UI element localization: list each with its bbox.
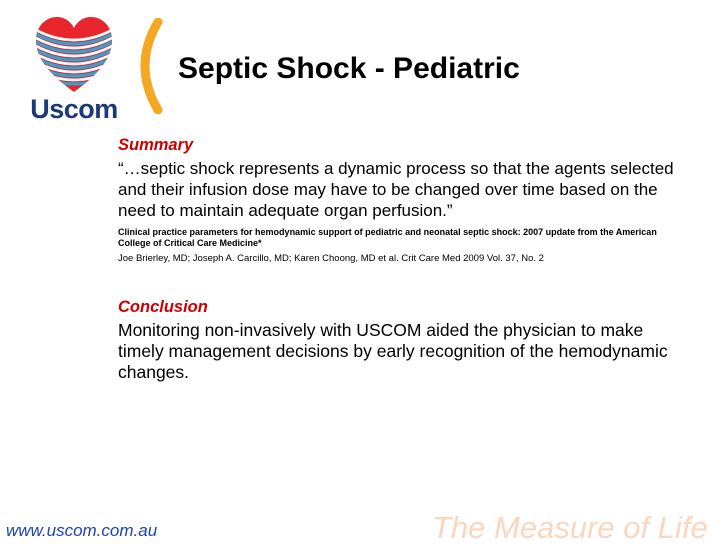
footer-website-link[interactable]: www.uscom.com.au bbox=[6, 521, 158, 540]
citation-authors: Joe Brierley, MD; Joseph A. Carcillo, MD; Karen Choong, MD et al. Crit Care Med 2009 Vol. 37, No. 2 bbox=[118, 253, 544, 264]
conclusion-section bbox=[118, 298, 690, 383]
citation-title: Clinical practice parameters for hemodynamic support of pediatric and neonatal septic shock: 2007 update from the American College of Critical Care Medicine* bbox=[118, 227, 657, 248]
heart-icon bbox=[34, 14, 114, 96]
orange-bracket-decoration bbox=[128, 18, 164, 114]
conclusion-text: Monitoring non-invasively with USCOM aided the physician to make timely management decisions by early recognition of the hemodynamic changes. bbox=[118, 320, 668, 382]
uscom-logo bbox=[26, 14, 122, 122]
conclusion-heading: Conclusion bbox=[118, 298, 208, 316]
page-title: Septic Shock - Pediatric bbox=[178, 52, 520, 85]
summary-quote: “…septic shock represents a dynamic process so that the agents selected and their infusion dose may have to be changed over time based on the need to maintain adequate organ perfusion.” bbox=[118, 159, 674, 220]
logo-text: Uscom bbox=[30, 94, 118, 124]
summary-heading: Summary bbox=[118, 136, 194, 154]
summary-section bbox=[118, 136, 690, 265]
footer-tagline: The Measure of Life bbox=[432, 510, 708, 545]
